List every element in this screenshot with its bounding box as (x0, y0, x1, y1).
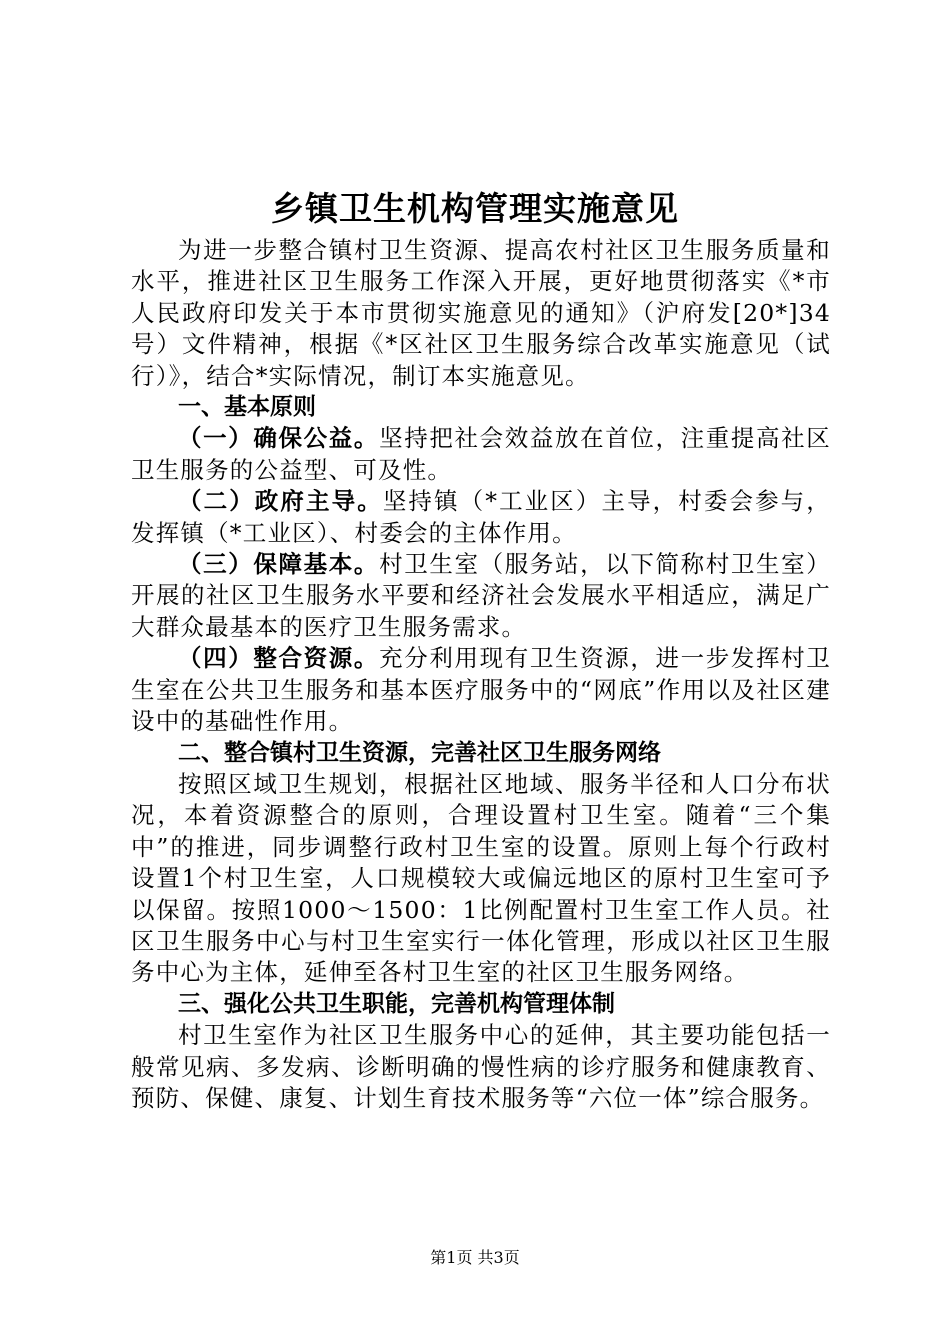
section-heading-3: 三、强化公共卫生职能，完善机构管理体制 (178, 990, 615, 1017)
principle-item-4 (131, 643, 831, 737)
principle-item-2 (131, 486, 831, 549)
principle-lead-1: （一）确保公益。 (178, 424, 380, 453)
section-heading-1: 一、基本原则 (178, 394, 316, 421)
principle-text-3: 村卫生室（服务站，以下简称村卫生室）开展的社区卫生服务水平要和经济社会发展水平相适应，满足广大群众最基本的医疗卫生服务需求。 (131, 550, 831, 641)
principle-text-2: 坚持镇（*工业区）主导，村委会参与，发挥镇（*工业区）、村委会的主体作用。 (131, 487, 831, 547)
principle-lead-2: （二）政府主导。 (178, 487, 383, 516)
section-3-paragraph: 村卫生室作为社区卫生服务中心的延伸，其主要功能包括一般常见病、多发病、诊断明确的慢性病的诊疗服务和健康教育、预防、保健、康复、计划生育技术服务等“六位一体”综合服务。 (131, 1021, 831, 1112)
intro-paragraph: 为进一步整合镇村卫生资源、提高农村社区卫生服务质量和水平，推进社区卫生服务工作深入开展，更好地贯彻落实《*市人民政府印发关于本市贯彻实施意见的通知》（沪府发[20*]34号）文件精神，根据《*区社区卫生服务综合改革实施意见（试行）》，结合*实际情况，制订本实施意见。 (131, 236, 831, 390)
section-2-paragraph: 按照区域卫生规划，根据社区地域、服务半径和人口分布状况，本着资源整合的原则，合理设置村卫生室。随着“三个集中”的推进，同步调整行政村卫生室的设置。原则上每个行政村设置1个村卫生室，人口规模较大或偏远地区的原村卫生室可予以保留。按照1000～1500：1比例配置村卫生室工作人员。社区卫生服务中心与村卫生室实行一体化管理，形成以社区卫生服务中心为主体，延伸至各村卫生室的社区卫生服务网络。 (131, 769, 831, 987)
document-title: 乡镇卫生机构管理实施意见 (271, 189, 679, 228)
principle-lead-3: （三）保障基本。 (178, 550, 380, 579)
page-number-footer: 第1页 共3页 (430, 1248, 520, 1267)
principle-item-1 (131, 423, 831, 486)
section-heading-2: 二、整合镇村卫生资源，完善社区卫生服务网络 (178, 739, 661, 766)
principle-text-4: 充分利用现有卫生资源，进一步发挥村卫生室在公共卫生服务和基本医疗服务中的“网底”作用以及社区建设中的基础性作用。 (131, 644, 831, 736)
principle-lead-4: （四）整合资源。 (178, 644, 380, 673)
principle-item-3 (131, 549, 831, 643)
document-body (131, 235, 831, 1114)
principle-text-1: 坚持把社会效益放在首位，注重提高社区卫生服务的公益型、可及性。 (131, 424, 831, 484)
